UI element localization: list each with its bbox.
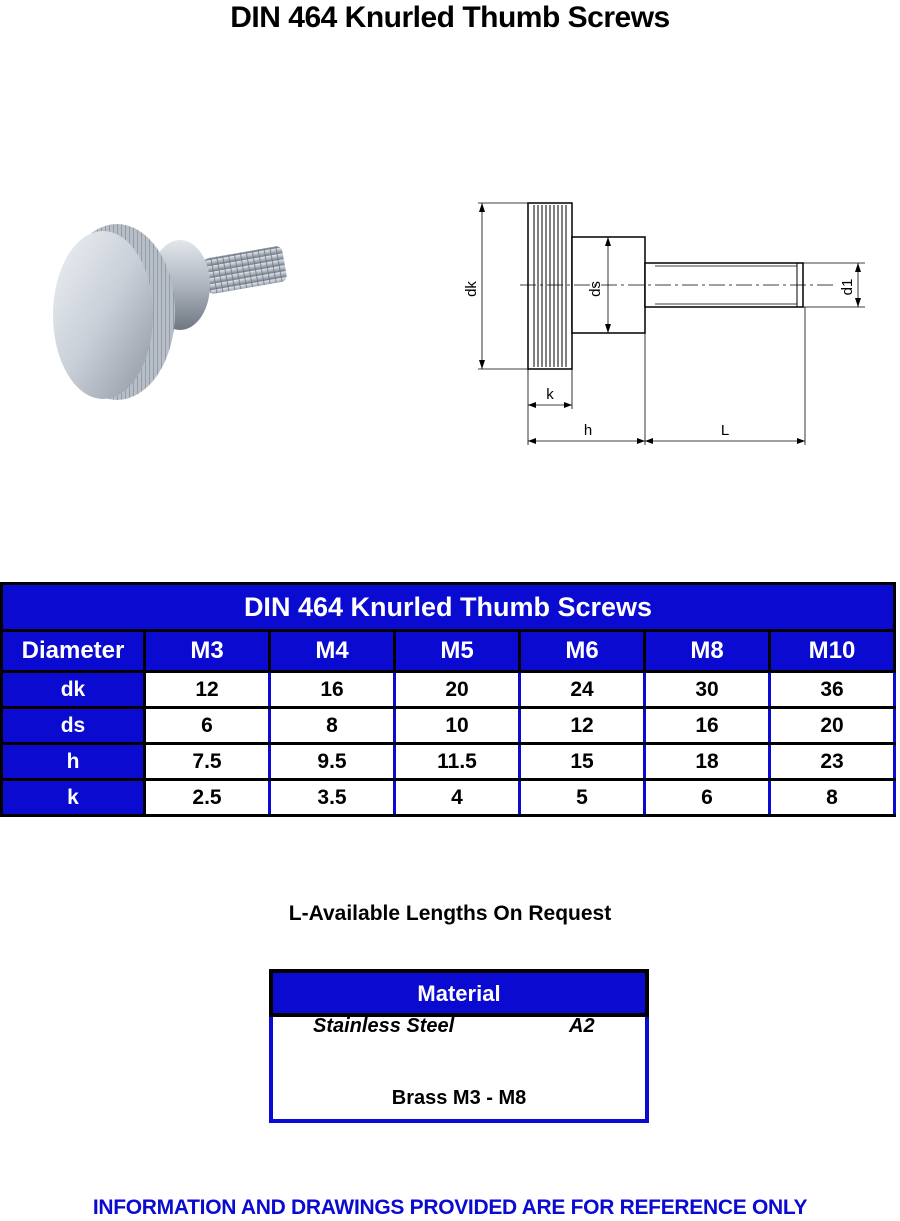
row-label: ds bbox=[2, 708, 145, 744]
column-header-row bbox=[2, 631, 895, 672]
table-cell: 11.5 bbox=[395, 744, 520, 780]
row-label: h bbox=[2, 744, 145, 780]
row-label: k bbox=[2, 780, 145, 816]
table-heading: DIN 464 Knurled Thumb Screws bbox=[2, 584, 895, 631]
table-cell: 6 bbox=[645, 780, 770, 816]
column-header: M3 bbox=[145, 631, 270, 672]
table-cell: 18 bbox=[645, 744, 770, 780]
table-cell: 23 bbox=[770, 744, 895, 780]
thumb-screw-photo bbox=[45, 200, 295, 420]
k-label: k bbox=[546, 386, 554, 403]
lengths-note: L-Available Lengths On Request bbox=[288, 902, 612, 925]
table-cell: 20 bbox=[770, 708, 895, 744]
table-cell: 4 bbox=[395, 780, 520, 816]
column-header: Diameter bbox=[2, 631, 145, 672]
column-header: M8 bbox=[645, 631, 770, 672]
row-label: dk bbox=[2, 672, 145, 708]
material-brass: Brass M3 - M8 bbox=[391, 1087, 527, 1109]
table-cell: 5 bbox=[520, 780, 645, 816]
column-header: M10 bbox=[770, 631, 895, 672]
technical-drawing bbox=[440, 185, 880, 460]
column-header: M6 bbox=[520, 631, 645, 672]
column-header: M5 bbox=[395, 631, 520, 672]
page-title: DIN 464 Knurled Thumb Screws bbox=[230, 1, 670, 34]
table-cell: 36 bbox=[770, 672, 895, 708]
table-cell: 12 bbox=[145, 672, 270, 708]
table-cell: 7.5 bbox=[145, 744, 270, 780]
table-cell: 12 bbox=[520, 708, 645, 744]
table-cell: 8 bbox=[270, 708, 395, 744]
h-label: h bbox=[583, 422, 593, 439]
table-cell: 16 bbox=[645, 708, 770, 744]
table-row bbox=[2, 708, 895, 744]
dimensions-table bbox=[0, 582, 896, 817]
material-box bbox=[269, 969, 649, 1123]
table-row bbox=[2, 780, 895, 816]
table-cell: 3.5 bbox=[270, 780, 395, 816]
dk-label: dk bbox=[463, 281, 480, 297]
table-cell: 24 bbox=[520, 672, 645, 708]
table-cell: 9.5 bbox=[270, 744, 395, 780]
ds-label: ds bbox=[587, 281, 604, 297]
d1-label: d1 bbox=[839, 278, 856, 296]
material-heading: Material bbox=[269, 969, 649, 1017]
table-cell: 8 bbox=[770, 780, 895, 816]
table-cell: 15 bbox=[520, 744, 645, 780]
material-stainless-grade: A2 bbox=[569, 1015, 595, 1037]
disclaimer-footer: INFORMATION AND DRAWINGS PROVIDED ARE FOR REFERENCE ONLY bbox=[92, 1196, 808, 1219]
table-cell: 30 bbox=[645, 672, 770, 708]
table-cell: 2.5 bbox=[145, 780, 270, 816]
table-row bbox=[2, 672, 895, 708]
table-cell: 10 bbox=[395, 708, 520, 744]
table-row bbox=[2, 744, 895, 780]
table-cell: 6 bbox=[145, 708, 270, 744]
column-header: M4 bbox=[270, 631, 395, 672]
table-cell: 16 bbox=[270, 672, 395, 708]
table-cell: 20 bbox=[395, 672, 520, 708]
L-label: L bbox=[720, 422, 730, 439]
material-stainless-name: Stainless Steel bbox=[313, 1015, 455, 1037]
